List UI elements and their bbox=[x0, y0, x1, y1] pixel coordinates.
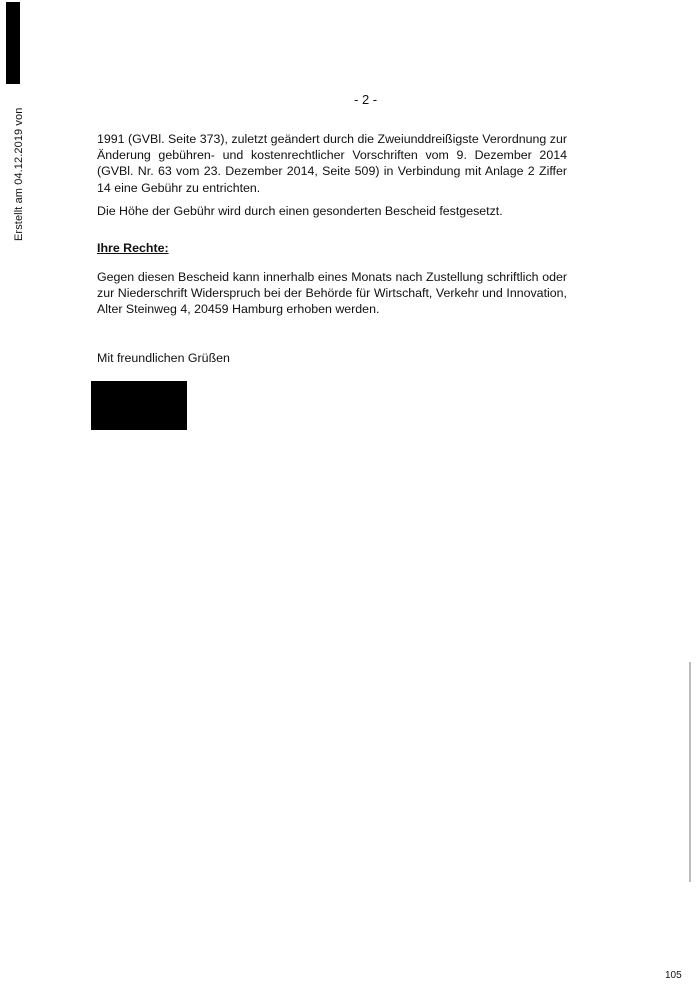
closing-greeting: Mit freundlichen Grüßen bbox=[97, 351, 230, 365]
paragraph-objection: Gegen diesen Bescheid kann innerhalb eines Monats nach Zustellung schriftlich oder zur Niederschrift Widerspruch bei der Behörde für Wirtschaft, Verkehr und Innovation, Alter Steinweg 4, 20459 Hamburg erhoben werden. bbox=[97, 270, 567, 317]
stamp-text: Erstellt am 04.12.2019 von bbox=[13, 107, 25, 241]
page-indicator: - 2 - bbox=[354, 92, 378, 107]
scan-page-number: 105 bbox=[665, 970, 682, 981]
stamp-redaction-bar bbox=[6, 2, 20, 84]
paragraph-legal-basis: 1991 (GVBl. Seite 373), zuletzt geändert durch die Zweiunddreißigste Verordnung zur Änderung gebühren- und kostenrechtlicher Vorschriften vom 9. Dezember 2014 (GVBl. Nr. 63 vom 23. Dezember 2014, Seite 509) in Verbindung mit Anlage 2 Ziffer 14 eine Gebühr zu entrichten. bbox=[97, 132, 567, 195]
signature-redaction bbox=[91, 381, 187, 430]
scan-edge-line bbox=[689, 662, 691, 882]
creation-stamp bbox=[4, 2, 25, 242]
rights-heading: Ihre Rechte: bbox=[97, 241, 169, 255]
paragraph-fee-notice: Die Höhe der Gebühr wird durch einen gesonderten Bescheid festgesetzt. bbox=[97, 204, 503, 218]
